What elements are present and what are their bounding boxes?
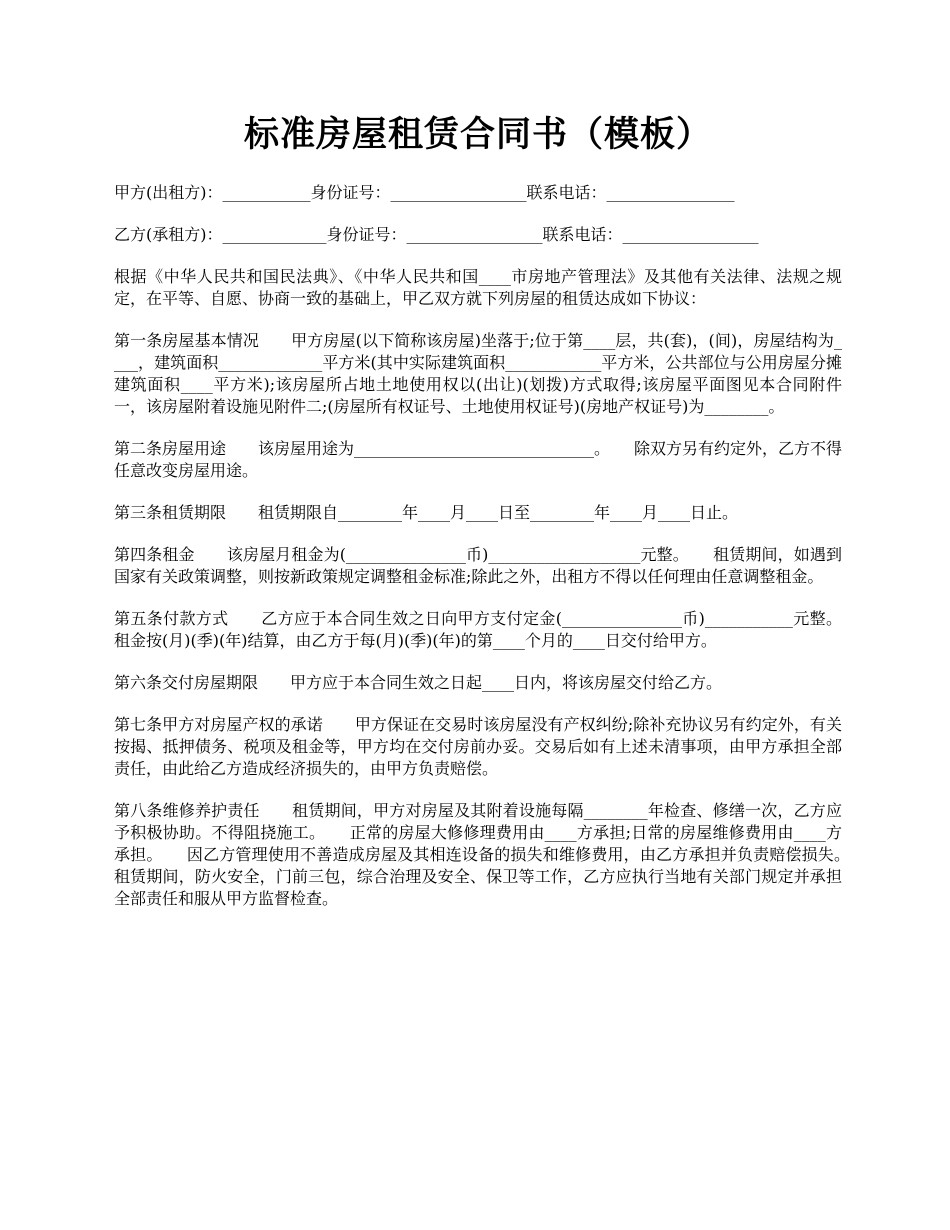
article-5-paragraph: 第五条付款方式 乙方应于本合同生效之日向甲方支付定金(_______________币)___________元整。租金按(月)(季)(年)结算，由乙方于每(月)(季)(年)的第____个月的____日交付给甲方。 (114, 609, 842, 650)
document-title: 标准房屋租赁合同书（模板） (243, 114, 712, 155)
article-2-paragraph: 第二条房屋用途 该房屋用途为______________________________。 除双方另有约定外，乙方不得任意改变房屋用途。 (114, 439, 843, 480)
article-1-paragraph: 第一条房屋基本情况 甲方房屋(以下简称该房屋)坐落于;位于第____层，共(套)，(间)，房屋结构为____，建筑面积_____________平方米(其中实际建筑面积____________平方米，公共部位与公用房屋分摊建筑面积____平方米);该房屋所占地土地使用权以(出让)(划拨)方式取得;该房屋平面图见本合同附件一，该房屋附着设施见附件二;(房屋所有权证号、土地使用权证号)(房地产权证号)为________。 (114, 331, 842, 416)
party-a-line: 甲方(出租方)：___________身份证号：_________________联系电话：________________ (114, 183, 735, 202)
article-8-paragraph: 第八条维修养护责任 租赁期间，甲方对房屋及其附着设施每隔________年检查、修缮一次，乙方应予积极协助。不得阻挠施工。 正常的房屋大修修理费用由____方承担;日常的房屋维修费用由____方承担。 因乙方管理使用不善造成房屋及其相连设备的损失和维修费用，由乙方承担并负责赔偿损失。 租赁期间，防火安全，门前三包，综合治理及安全、保卫等工作，乙方应执行当地有关部门规定并承担全部责任和服从甲方监督检查。 (114, 801, 875, 908)
article-4-paragraph: 第四条租金 该房屋月租金为(_______________币)___________________元整。 租赁期间，如遇到国家有关政策调整，则按新政策规定调整租金标准;除此之外，出租方不得以任何理由任意调整租金。 (114, 545, 842, 586)
article-6-paragraph: 第六条交付房屋期限 甲方应于本合同生效之日起____日内，将该房屋交付给乙方。 (114, 673, 723, 692)
article-3-paragraph: 第三条租赁期限 租赁期限自________年____月____日至________年____月____日止。 (114, 503, 739, 522)
party-b-line: 乙方(承租方)：_____________身份证号：_________________联系电话：_________________ (114, 225, 759, 244)
document-page (114, 0, 875, 910)
preamble-paragraph: 根据《中华人民共和国民法典》、《中华人民共和国____市房地产管理法》及其他有关法律、法规之规定，在平等、自愿、协商一致的基础上，甲乙双方就下列房屋的租赁达成如下协议： (114, 267, 842, 308)
article-7-paragraph: 第七条甲方对房屋产权的承诺 甲方保证在交易时该房屋没有产权纠纷;除补充协议另有约定外，有关按揭、抵押债务、税项及租金等，甲方均在交付房前办妥。交易后如有上述未清事项，由甲方承担全部责任，由此给乙方造成经济损失的，由甲方负责赔偿。 (114, 715, 842, 778)
